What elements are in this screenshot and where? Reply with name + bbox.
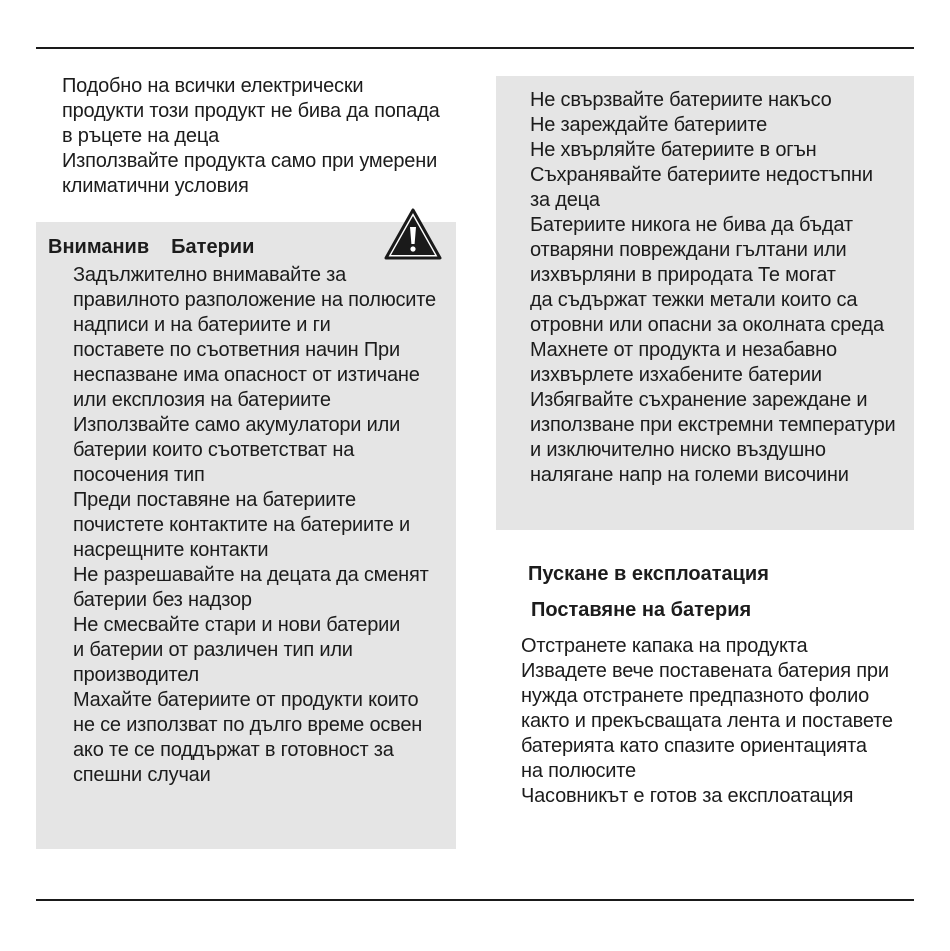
warning-line: не се използват по дълго време освен — [73, 714, 423, 736]
subsection-heading: Поставяне на батерия — [531, 599, 752, 621]
setup-line: Часовникът е готов за експлоатация — [521, 785, 854, 807]
warning-line: насрещните контакти — [73, 539, 269, 561]
battery-line: изхвърляни в природата Те могат — [530, 264, 836, 286]
battery-line: Не зареждайте батериите — [530, 114, 768, 136]
battery-line: Не хвърляйте батериите в огън — [530, 139, 817, 161]
intro-line: Подобно на всички електрически — [62, 75, 364, 97]
warning-line: правилното разположение на полюсите — [73, 289, 436, 311]
warning-triangle-icon — [383, 207, 443, 261]
warning-line: Задължително внимавайте за — [73, 264, 347, 286]
battery-warning-box — [36, 222, 456, 849]
warning-line: Преди поставяне на батериите — [73, 489, 356, 511]
warning-list — [73, 263, 436, 788]
battery-handling-list — [530, 88, 895, 488]
warning-heading — [48, 235, 254, 260]
warning-line: посочения тип — [73, 464, 205, 486]
battery-line: Съхранявайте батериите недостъпни — [530, 164, 873, 186]
battery-line: отваряни повреждани гълтани или — [530, 239, 847, 261]
battery-line: за деца — [530, 189, 600, 211]
setup-line: Отстранете капака на продукта — [521, 635, 808, 657]
battery-line: отровни или опасни за околната среда — [530, 314, 884, 336]
battery-line: използване при екстремни температури — [530, 414, 896, 436]
warning-line: неспазване има опасност от изтичане — [73, 364, 420, 386]
intro-line: климатични условия — [62, 175, 249, 197]
battery-line: Батериите никога не бива да бъдат — [530, 214, 853, 236]
warning-line: ако те се поддържат в готовност за — [73, 739, 394, 761]
warning-line: спешни случаи — [73, 764, 211, 786]
warning-line: батерии които съответстват на — [73, 439, 355, 461]
warning-line: или експлозия на батериите — [73, 389, 331, 411]
warning-title-part2: Батерии — [171, 236, 255, 258]
battery-line: изхвърлете изхабените батерии — [530, 364, 822, 386]
warning-line: поставете по съответния начин При — [73, 339, 400, 361]
bottom-divider — [36, 899, 914, 901]
battery-setup-instructions — [521, 634, 893, 809]
battery-line: Избягвайте съхранение зареждане и — [530, 389, 868, 411]
warning-line: Не смесвайте стари и нови батерии — [73, 614, 401, 636]
intro-line: в ръцете на деца — [62, 125, 220, 147]
warning-line: производител — [73, 664, 200, 686]
warning-line: надписи и на батериите и ги — [73, 314, 331, 336]
warning-title-part1: Вниманив — [48, 236, 150, 258]
intro-line: Използвайте продукта само при умерени — [62, 150, 438, 172]
warning-line: Махайте батериите от продукти които — [73, 689, 419, 711]
warning-line: и батерии от различен тип или — [73, 639, 353, 661]
top-divider — [36, 47, 914, 49]
intro-line: продукти този продукт не бива да попада — [62, 100, 440, 122]
battery-line: Махнете от продукта и незабавно — [530, 339, 837, 361]
intro-paragraph — [62, 74, 440, 199]
battery-line: Не свързвайте батериите накъсо — [530, 89, 832, 111]
setup-line: батерията като спазите ориентацията — [521, 735, 867, 757]
battery-line: и изключително ниско въздушно — [530, 439, 826, 461]
battery-line: налягане напр на големи височини — [530, 464, 849, 486]
battery-handling-box — [496, 76, 914, 530]
setup-line: Извадете вече поставената батерия при — [521, 660, 889, 682]
warning-line: Не разрешавайте на децата да сменят — [73, 564, 429, 586]
setup-line: както и прекъсващата лента и поставете — [521, 710, 893, 732]
warning-line: почистете контактите на батериите и — [73, 514, 410, 536]
battery-line: да съдържат тежки метали които са — [530, 289, 858, 311]
setup-line: нужда отстранете предпазното фолио — [521, 685, 869, 707]
setup-line: на полюсите — [521, 760, 636, 782]
warning-line: батерии без надзор — [73, 589, 252, 611]
warning-line: Използвайте само акумулатори или — [73, 414, 401, 436]
section-heading: Пускане в експлоатация — [528, 563, 769, 585]
